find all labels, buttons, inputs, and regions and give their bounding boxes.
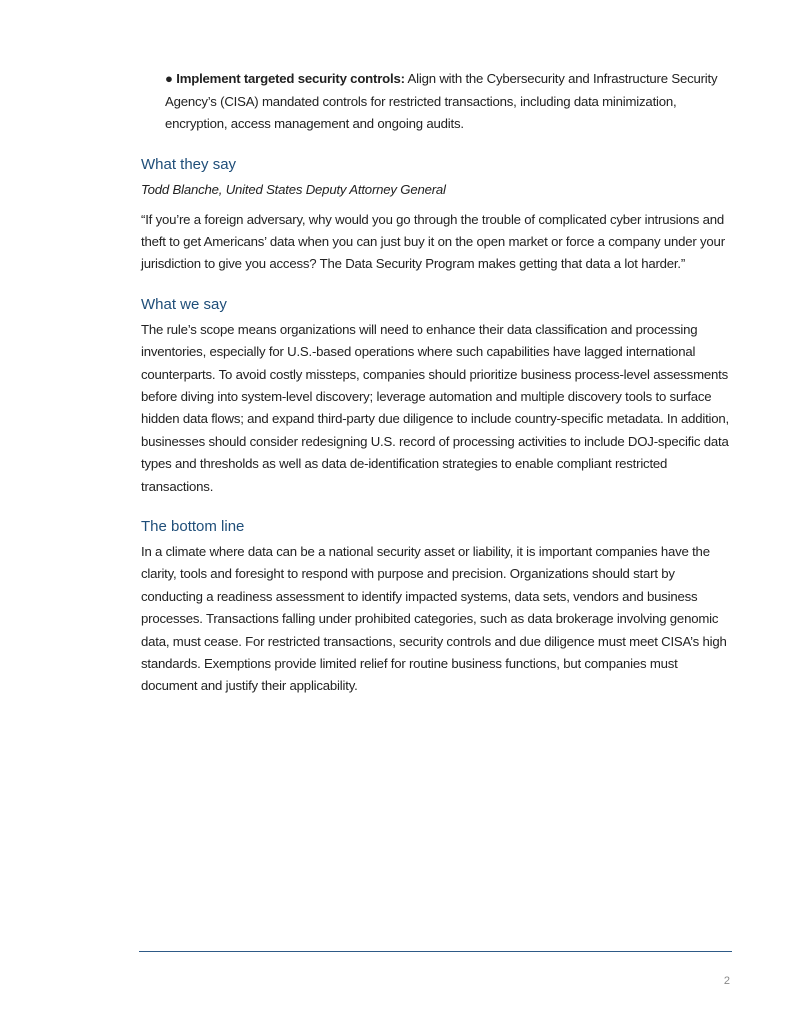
quote-attribution: Todd Blanche, United States Deputy Attorney General — [141, 181, 446, 197]
bullet-text: Align with the Cybersecurity and Infrastructure Security Agency’s (CISA) mandated controls for restricted transactions, including data minimization, encryption, access management and ongoing audits. — [165, 71, 718, 131]
footer-divider — [139, 951, 732, 952]
what-they-say-heading: What they say — [141, 155, 237, 173]
document-body — [141, 68, 733, 698]
page-number: 2 — [723, 975, 730, 987]
bullet-item — [165, 68, 733, 136]
bottom-line-heading: The bottom line — [141, 517, 245, 535]
bottom-line-body: In a climate where data can be a national security asset or liability, it is important companies have the clarity, tools and foresight to respond with purpose and precision. Organizations should start by conducting a readiness assessment to identify impacted systems, data sets, vendors and business processes. Transactions falling under prohibited categories, such as data brokerage involving genomic data, must cease. For restricted transactions, security controls and due diligence must meet CISA’s high standards. Exemptions provide limited relief for routine business functions, but companies must document and justify their applicability. — [141, 543, 727, 694]
quote-text: “If you’re a foreign adversary, why would you go through the trouble of complicated cyber intrusions and theft to get Americans’ data when you can just buy it on the open market or force a company under your jurisdiction to give you access? The Data Security Program makes getting that data a lot harder.” — [141, 211, 725, 272]
what-we-say-heading: What we say — [141, 295, 227, 313]
bullet-bold-lead: Implement targeted security controls: — [176, 71, 405, 86]
what-we-say-body: The rule’s scope means organizations will need to enhance their data classification and processing inventories, especially for U.S.-based operations where such capabilities have lagged international counterparts. To avoid costly missteps, companies should prioritize business process-level assessments before diving into system-level discovery; leverage automation and multiple discovery tools to surface hidden data flows; and expand third-party due diligence to include country-specific metadata. In addition, businesses should consider redesigning U.S. record of processing activities to include DOJ-specific data types and thresholds as well as data de-identification strategies to enable compliant restricted transactions. — [141, 321, 730, 494]
bullet-marker: ● — [165, 71, 173, 86]
